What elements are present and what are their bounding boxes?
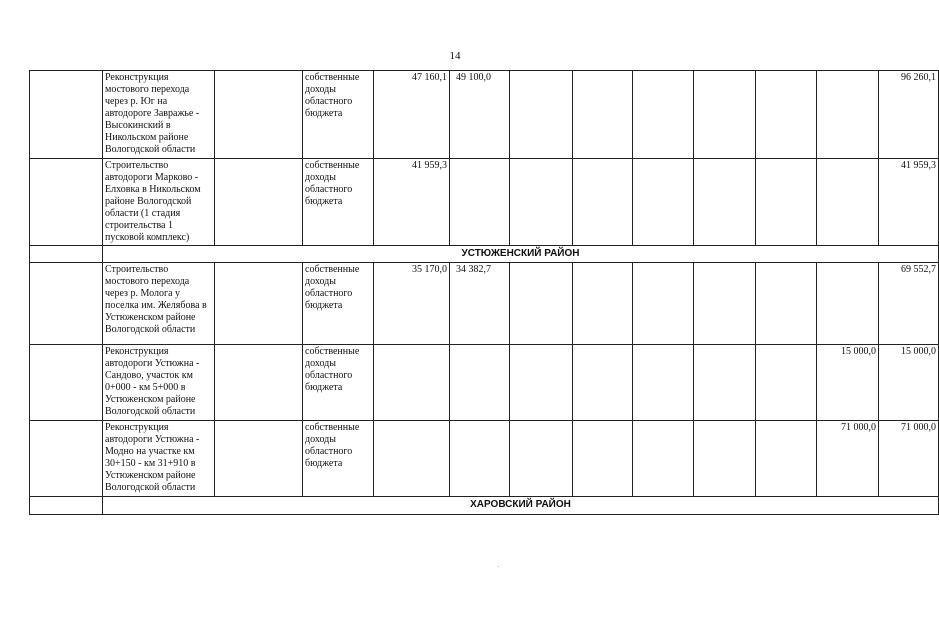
row-number-cell: [30, 71, 103, 159]
funding-source-cell: собственные доходы областного бюджета: [303, 345, 374, 421]
empty-cell: [510, 71, 573, 159]
funding-source-cell: собственные доходы областного бюджета: [303, 71, 374, 159]
total-cell: 71 000,0: [879, 421, 939, 497]
empty-cell: [510, 345, 573, 421]
empty-cell: [573, 421, 633, 497]
total-cell: 15 000,0: [879, 345, 939, 421]
value-year-2-cell: [450, 345, 510, 421]
section-heading: УСТЮЖЕНСКИЙ РАЙОН: [103, 246, 939, 263]
row-number-cell: [30, 345, 103, 421]
empty-cell: [573, 71, 633, 159]
value-year-9-cell: 15 000,0: [817, 345, 879, 421]
value-year-9-cell: [817, 159, 879, 246]
funding-source-cell: собственные доходы областного бюджета: [303, 421, 374, 497]
section-blank-cell: [30, 246, 103, 263]
empty-cell: [694, 345, 756, 421]
section-blank-cell: [30, 497, 103, 515]
row-number-cell: [30, 159, 103, 246]
funding-source-cell: собственные доходы областного бюджета: [303, 159, 374, 246]
value-year-1-cell: 41 959,3: [374, 159, 450, 246]
empty-cell: [694, 421, 756, 497]
table-row: [30, 263, 939, 345]
section-row: [30, 497, 939, 515]
empty-cell: [215, 345, 303, 421]
empty-cell: [756, 71, 817, 159]
row-number-cell: [30, 421, 103, 497]
value-year-2-cell: 49 100,0: [450, 71, 510, 159]
empty-cell: [573, 159, 633, 246]
value-year-9-cell: [817, 263, 879, 345]
value-year-1-cell: 47 160,1: [374, 71, 450, 159]
project-name-cell: Строительство автодороги Марково - Елховка в Никольском районе Вологодской области (1 стадия строительства 1 пусковой комплекс): [103, 159, 215, 246]
project-name-cell: Реконструкция автодороги Устюжна - Сандово, участок км 0+000 - км 5+000 в Устюженском районе Вологодской области: [103, 345, 215, 421]
empty-cell: [694, 159, 756, 246]
empty-cell: [633, 71, 694, 159]
total-cell: 41 959,3: [879, 159, 939, 246]
value-year-1-cell: [374, 421, 450, 497]
empty-cell: [573, 263, 633, 345]
empty-cell: [756, 345, 817, 421]
empty-cell: [215, 263, 303, 345]
row-number-cell: [30, 263, 103, 345]
value-year-9-cell: [817, 71, 879, 159]
empty-cell: [573, 345, 633, 421]
project-name-cell: Реконструкция автодороги Устюжна - Модно на участке км 30+150 - км 31+910 в Устюженском районе Вологодской области: [103, 421, 215, 497]
empty-cell: [633, 263, 694, 345]
section-row: [30, 246, 939, 263]
table-row: [30, 421, 939, 497]
budget-table: [29, 70, 939, 515]
empty-cell: [756, 421, 817, 497]
project-name-cell: Строительство мостового перехода через р. Молога у поселка им. Желябова в Устюженском районе Вологодской области: [103, 263, 215, 345]
value-year-1-cell: 35 170,0: [374, 263, 450, 345]
empty-cell: [215, 71, 303, 159]
project-name-cell: Реконструкция мостового перехода через р. Юг на автодороге Завражье - Высокинский в Никольском районе Вологодской области: [103, 71, 215, 159]
value-year-2-cell: [450, 421, 510, 497]
total-cell: 69 552,7: [879, 263, 939, 345]
total-cell: 96 260,1: [879, 71, 939, 159]
table-row: [30, 71, 939, 159]
empty-cell: [633, 159, 694, 246]
value-year-2-cell: [450, 159, 510, 246]
empty-cell: [756, 159, 817, 246]
empty-cell: [633, 345, 694, 421]
value-year-2-cell: 34 382,7: [450, 263, 510, 345]
empty-cell: [756, 263, 817, 345]
section-heading: ХАРОВСКИЙ РАЙОН: [103, 497, 939, 515]
funding-source-cell: собственные доходы областного бюджета: [303, 263, 374, 345]
value-year-9-cell: 71 000,0: [817, 421, 879, 497]
empty-cell: [694, 71, 756, 159]
scan-dot: [498, 566, 499, 567]
empty-cell: [215, 159, 303, 246]
value-year-1-cell: [374, 345, 450, 421]
page-number: 14: [449, 50, 461, 62]
table-row: [30, 159, 939, 246]
empty-cell: [510, 263, 573, 345]
empty-cell: [510, 159, 573, 246]
empty-cell: [694, 263, 756, 345]
empty-cell: [510, 421, 573, 497]
table-row: [30, 345, 939, 421]
empty-cell: [215, 421, 303, 497]
empty-cell: [633, 421, 694, 497]
